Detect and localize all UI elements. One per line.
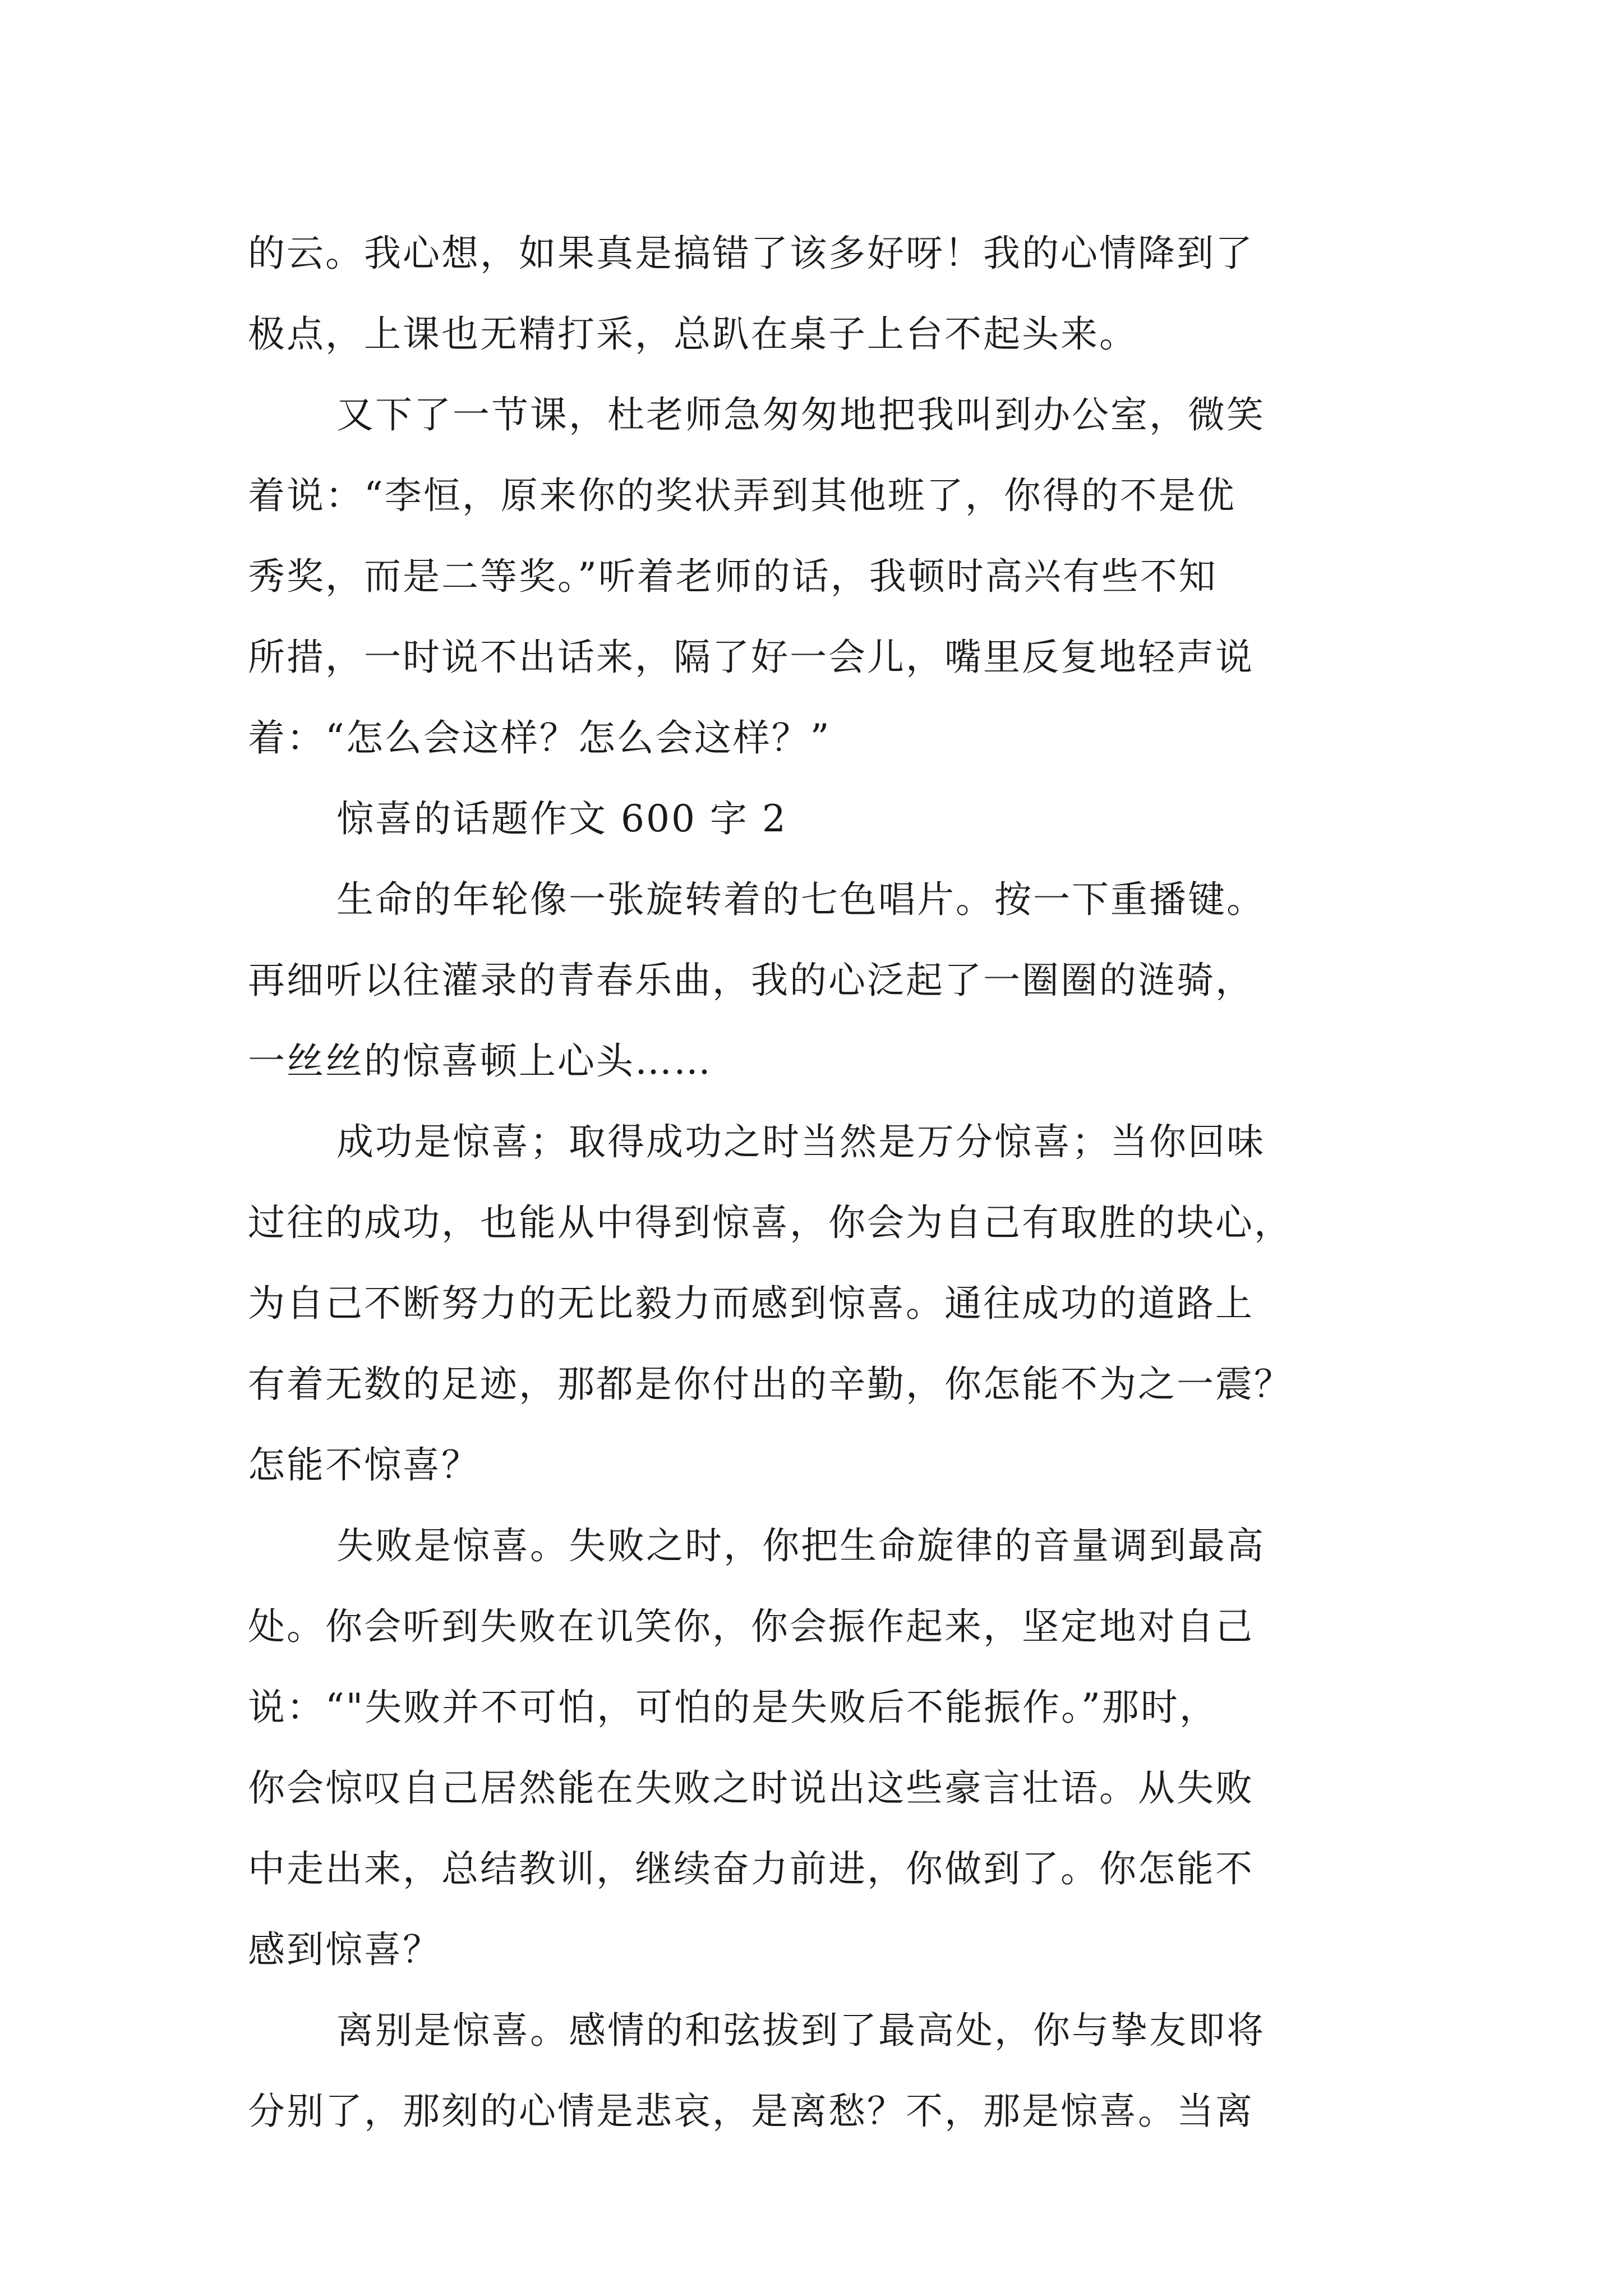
text-line: 又下了一节课，杜老师急匆匆地把我叫到办公室，微笑 (336, 393, 1265, 436)
essay-body (248, 213, 1414, 2152)
text-line: 再细听以往灌录的青春乐曲，我的心泛起了一圈圈的涟骑， (248, 959, 1254, 1002)
text-line: 失败是惊喜。失败之时，你把生命旋律的音量调到最高 (336, 1524, 1265, 1567)
text-line: 着说：“李恒，原来你的奖状弄到其他班了，你得的不是优 (248, 474, 1236, 517)
text-line: 生命的年轮像一张旋转着的七色唱片。按一下重播键。 (336, 878, 1265, 921)
text-line: 怎能不惊喜？ (248, 1443, 480, 1487)
text-line: 中走出来，总结教训，继续奋力前进，你做到了。你怎能不 (248, 1847, 1254, 1890)
text-line: 你会惊叹自己居然能在失败之时说出这些豪言壮语。从失败 (248, 1766, 1254, 1810)
text-line: 过往的成功，也能从中得到惊喜，你会为自己有取胜的块心， (248, 1201, 1293, 1244)
text-line: 秀奖，而是二等奖。”听着老师的话，我顿时高兴有些不知 (248, 555, 1218, 598)
text-line: 所措，一时说不出话来，隔了好一会儿，嘴里反复地轻声说 (248, 636, 1254, 679)
text-line: 分别了，那刻的心情是悲哀，是离愁？不，那是惊喜。当离 (248, 2090, 1254, 2133)
text-line: 处。你会听到失败在讥笑你，你会振作起来，坚定地对自己 (248, 1605, 1254, 1648)
text-line: 着：“怎么会这样？怎么会这样？” (248, 716, 831, 760)
text-line: 为自己不断努力的无比毅力而感到惊喜。通往成功的道路上 (248, 1282, 1254, 1325)
section-heading: 惊喜的话题作文 600 字 2 (336, 797, 787, 840)
text-line: 有着无数的足迹，那都是你付出的辛勤，你怎能不为之一震？ (248, 1363, 1293, 1406)
text-line: 极点，上课也无精打采，总趴在桌子上台不起头来。 (248, 312, 1138, 356)
text-line: 的云。我心想，如果真是搞错了该多好呀！我的心情降到了 (248, 232, 1254, 275)
text-line: 一丝丝的惊喜顿上心头…… (248, 1039, 712, 1083)
text-line: 说：“"失败并不可怕，可怕的是失败后不能振作。”那时， (248, 1686, 1218, 1729)
text-line: 感到惊喜？ (248, 1928, 441, 1971)
text-line: 离别是惊喜。感情的和弦拔到了最高处，你与挚友即将 (336, 2009, 1265, 2052)
text-line: 成功是惊喜；取得成功之时当然是万分惊喜；当你回味 (336, 1120, 1265, 1163)
